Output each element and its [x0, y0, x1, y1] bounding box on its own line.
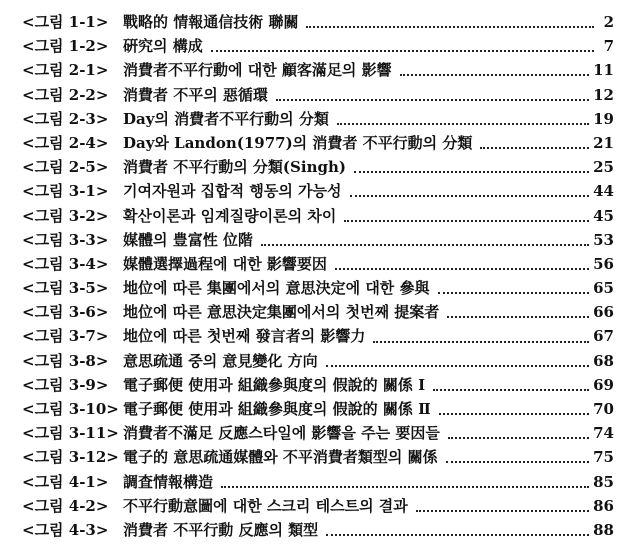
dot-leader — [335, 268, 589, 270]
dot-leader — [337, 123, 589, 125]
dot-leader — [480, 147, 589, 149]
dot-leader — [448, 437, 589, 439]
page-number: 25 — [593, 158, 614, 177]
page-number: 70 — [593, 400, 614, 418]
page-number: 12 — [593, 85, 614, 104]
list-item — [22, 445, 614, 469]
page-number: 68 — [593, 351, 614, 370]
figure-title: 消費者 不平의 惡循環 — [123, 85, 268, 104]
figure-title: 電子郵便 使用과 組織參與度의 假說的 關係 Ⅰ — [123, 375, 426, 394]
figure-label: <그림 3-7> — [22, 327, 109, 346]
list-item — [22, 204, 614, 228]
figure-title: 地位에 따른 첫번째 發言者의 影響力 — [123, 327, 366, 346]
figure-label: <그림 4-1> — [22, 472, 109, 491]
list-item — [22, 155, 614, 179]
list-item — [22, 10, 614, 34]
figure-title: 調査情報構造 — [123, 472, 214, 491]
figure-title: 媒體選擇過程에 대한 影響要因 — [123, 254, 327, 273]
figure-title: 消費者 不平行動 反應의 類型 — [123, 520, 319, 539]
figure-label: <그림 3-12> — [22, 448, 119, 467]
figure-title: 확산이론과 임계질량이론의 차이 — [123, 206, 337, 225]
page-number: 2 — [603, 13, 614, 31]
list-item — [22, 518, 614, 542]
dot-leader — [416, 510, 589, 512]
figure-label: <그림 1-1> — [22, 13, 109, 31]
figure-title: 戰略的 情報通信技術 聯關 — [123, 13, 299, 31]
figure-title: 電子郵便 使用과 組織參與度의 假說的 關係 Ⅱ — [123, 400, 431, 418]
dot-leader — [306, 26, 594, 28]
page-number: 11 — [593, 61, 614, 80]
figure-list — [22, 10, 614, 542]
list-item — [22, 421, 614, 445]
dot-leader — [373, 341, 589, 343]
dot-leader — [350, 195, 590, 197]
list-item — [22, 397, 614, 421]
dot-leader — [354, 171, 589, 173]
figure-label: <그림 3-9> — [22, 375, 109, 394]
page-number: 86 — [593, 496, 614, 515]
figure-label: <그림 3-2> — [22, 206, 109, 225]
figure-label: <그림 1-2> — [22, 37, 109, 56]
figure-label: <그림 2-5> — [22, 158, 109, 177]
dot-leader — [447, 316, 589, 318]
list-item — [22, 131, 614, 155]
figure-label: <그림 4-3> — [22, 520, 109, 539]
dot-leader — [276, 99, 589, 101]
dot-leader — [400, 74, 589, 76]
dot-leader — [446, 461, 589, 463]
dot-leader — [438, 292, 590, 294]
figure-label: <그림 2-2> — [22, 85, 109, 104]
list-item — [22, 179, 614, 203]
list-item — [22, 83, 614, 107]
figure-title: 不平行動意圖에 대한 스크리 테스트의 결과 — [123, 496, 408, 515]
page-number: 67 — [593, 327, 614, 346]
dot-leader — [211, 50, 594, 52]
dot-leader — [326, 365, 589, 367]
figure-label: <그림 2-4> — [22, 133, 109, 152]
page-number: 65 — [593, 279, 614, 298]
list-item — [22, 300, 614, 324]
list-item — [22, 494, 614, 518]
figure-label: <그림 4-2> — [22, 496, 109, 515]
figure-label: <그림 3-11> — [22, 424, 119, 443]
page-number: 75 — [593, 448, 614, 467]
figure-label: <그림 3-5> — [22, 279, 109, 298]
list-item — [22, 470, 614, 494]
figure-title: 硏究의 構成 — [123, 37, 203, 56]
page-number: 66 — [593, 303, 614, 322]
figure-label: <그림 3-8> — [22, 351, 109, 370]
figure-title: Day의 消費者不平行動의 分類 — [123, 109, 329, 128]
figure-title: 媒體의 豊富性 位階 — [123, 230, 253, 249]
figure-label: <그림 3-10> — [22, 400, 119, 418]
page-number: 56 — [593, 254, 614, 273]
page-number: 19 — [593, 109, 614, 128]
figure-title: 意思疏通 중의 意見變化 方向 — [123, 351, 318, 370]
figure-title: Day와 Landon(1977)의 消費者 不平行動의 分類 — [123, 133, 473, 152]
figure-title: 地位에 따른 意思決定集團에서의 첫번째 提案者 — [123, 303, 440, 322]
dot-leader — [433, 389, 589, 391]
figure-title: 消費者不平行動에 대한 顧客滿足의 影響 — [123, 61, 392, 80]
list-item — [22, 252, 614, 276]
figure-label: <그림 2-1> — [22, 61, 109, 80]
page-number: 21 — [593, 133, 614, 152]
dot-leader — [344, 220, 589, 222]
figure-title: 地位에 따른 集團에서의 意思決定에 대한 參與 — [123, 279, 430, 298]
page-number: 85 — [593, 472, 614, 491]
page-number: 74 — [593, 424, 614, 443]
list-item — [22, 58, 614, 82]
page-number: 53 — [593, 230, 614, 249]
list-item — [22, 276, 614, 300]
figure-title: 電子的 意思疏通媒體와 不平消費者類型의 關係 — [123, 448, 438, 467]
figure-label: <그림 2-3> — [22, 109, 109, 128]
figure-label: <그림 3-4> — [22, 254, 109, 273]
figure-label: <그림 3-1> — [22, 182, 109, 201]
figure-label: <그림 3-6> — [22, 303, 109, 322]
list-item — [22, 324, 614, 348]
page-number: 88 — [593, 520, 614, 539]
list-item — [22, 34, 614, 58]
list-item — [22, 349, 614, 373]
page-number: 45 — [593, 206, 614, 225]
page-number: 44 — [593, 182, 614, 201]
figure-label: <그림 3-3> — [22, 230, 109, 249]
list-item — [22, 228, 614, 252]
figure-title: 기여자원과 집합적 행동의 가능성 — [123, 182, 342, 201]
dot-leader — [221, 486, 589, 488]
figure-title: 消費者 不平行動의 分類(Singh) — [123, 158, 346, 177]
figure-title: 消費者不滿足 反應스타일에 影響을 주는 要因들 — [123, 424, 440, 443]
page-number: 69 — [593, 375, 614, 394]
list-item — [22, 107, 614, 131]
dot-leader — [439, 413, 589, 415]
dot-leader — [326, 534, 589, 536]
list-item — [22, 373, 614, 397]
dot-leader — [261, 244, 589, 246]
page-number: 7 — [603, 37, 614, 56]
